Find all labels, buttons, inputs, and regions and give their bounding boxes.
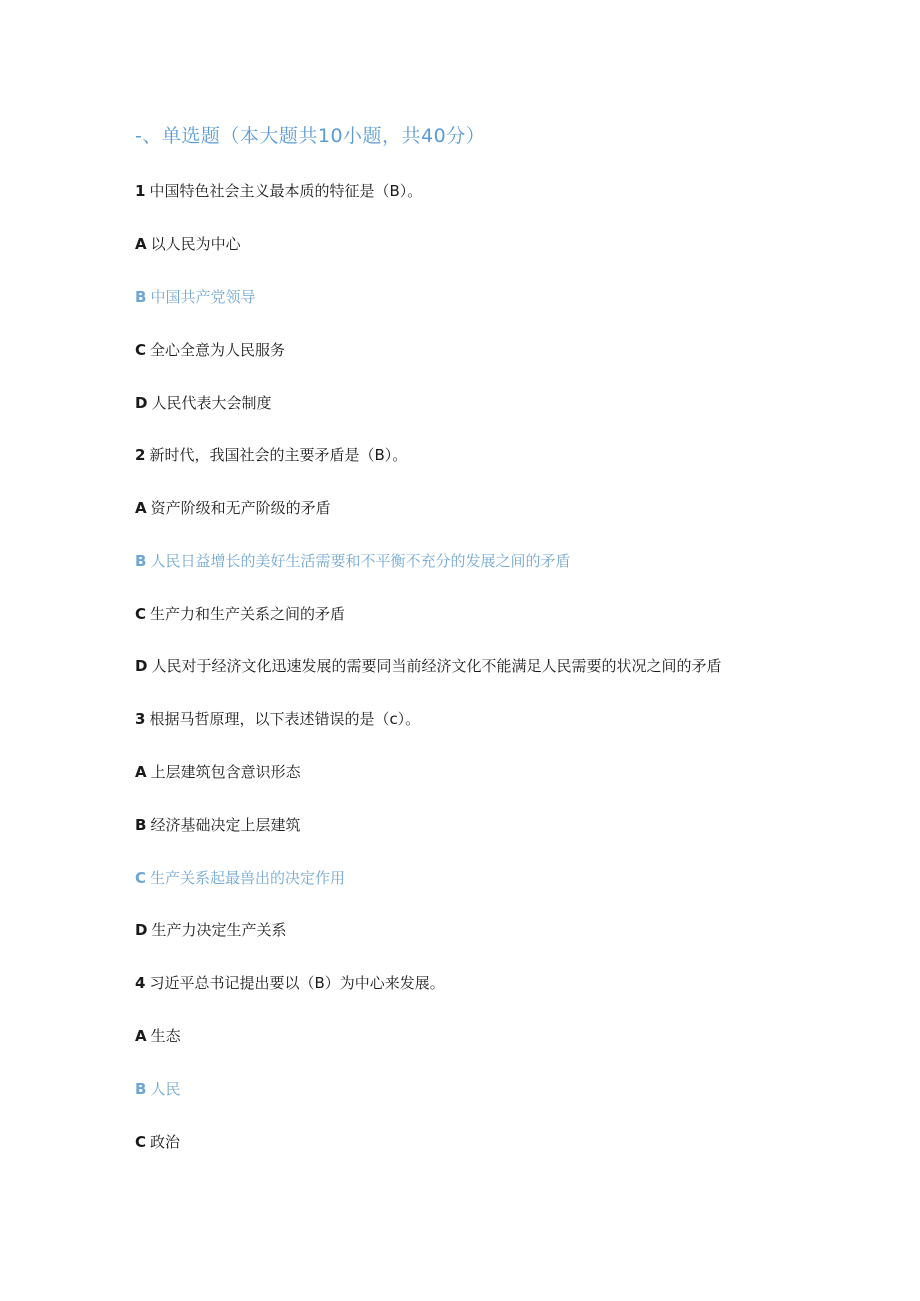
question-3-option-b <box>135 815 300 835</box>
option-text: 中国共产党领导 <box>150 288 256 306</box>
option-letter: A <box>135 499 147 517</box>
option-letter: C <box>135 341 147 359</box>
option-text: 生产力决定生产关系 <box>151 921 287 939</box>
question-number: 3 <box>135 710 146 728</box>
option-letter: B <box>135 1080 147 1098</box>
question-2-option-b-correct <box>135 551 570 571</box>
option-text: 人民对于经济文化迅速发展的需要同当前经济文化不能满足人民需要的状况之间的矛盾 <box>151 657 722 675</box>
option-letter: D <box>135 657 148 675</box>
option-letter: A <box>135 235 147 253</box>
question-number: 4 <box>135 974 146 992</box>
option-letter: B <box>135 552 147 570</box>
question-4-option-a <box>135 1026 181 1046</box>
option-text: 人民代表大会制度 <box>151 394 272 412</box>
option-letter: C <box>135 869 147 887</box>
option-text: 生态 <box>150 1027 181 1045</box>
question-1-option-d <box>135 393 271 413</box>
option-text: 政治 <box>150 1133 181 1151</box>
question-3-option-d <box>135 920 286 940</box>
question-2-option-a <box>135 498 331 518</box>
option-text: 人民日益增长的美好生活需要和不平衡不充分的发展之间的矛盾 <box>150 552 571 570</box>
question-number: 2 <box>135 446 146 464</box>
question-4-option-b-correct <box>135 1079 180 1099</box>
question-3-stem <box>135 709 420 729</box>
question-2-stem <box>135 445 407 465</box>
question-text: 习近平总书记提出要以（B）为中心来发展。 <box>149 974 445 992</box>
question-1-stem <box>135 181 422 201</box>
option-text: 以人民为中心 <box>150 235 241 253</box>
question-4-stem <box>135 973 445 993</box>
option-letter: B <box>135 288 147 306</box>
option-text: 生产关系起最兽出的决定作用 <box>150 869 346 887</box>
question-2-option-d <box>135 656 721 676</box>
question-2-option-c <box>135 604 345 624</box>
option-letter: B <box>135 816 147 834</box>
question-text: 新时代，我国社会的主要矛盾是（B）。 <box>149 446 408 464</box>
option-letter: C <box>135 605 147 623</box>
question-text: 中国特色社会主义最本质的特征是（B）。 <box>149 182 423 200</box>
question-text: 根据马哲原理，以下表述错误的是（c）。 <box>149 710 421 728</box>
option-text: 经济基础决定上层建筑 <box>150 816 301 834</box>
question-1-option-c <box>135 340 285 360</box>
option-text: 生产力和生产关系之间的矛盾 <box>150 605 346 623</box>
option-letter: A <box>135 1027 147 1045</box>
option-text: 资产阶级和无产阶级的矛盾 <box>150 499 331 517</box>
option-text: 上层建筑包含意识形态 <box>150 763 301 781</box>
question-number: 1 <box>135 182 146 200</box>
question-1-option-a <box>135 234 241 254</box>
question-3-option-a <box>135 762 301 782</box>
question-3-option-c-correct <box>135 868 345 888</box>
option-letter: C <box>135 1133 147 1151</box>
option-text: 人民 <box>150 1080 181 1098</box>
option-letter: D <box>135 394 148 412</box>
question-1-option-b-correct <box>135 287 255 307</box>
question-4-option-c <box>135 1132 180 1152</box>
section-title: -、单选题（本大题共10小题，共40分） <box>135 125 486 147</box>
option-letter: A <box>135 763 147 781</box>
option-text: 全心全意为人民服务 <box>150 341 286 359</box>
option-letter: D <box>135 921 148 939</box>
